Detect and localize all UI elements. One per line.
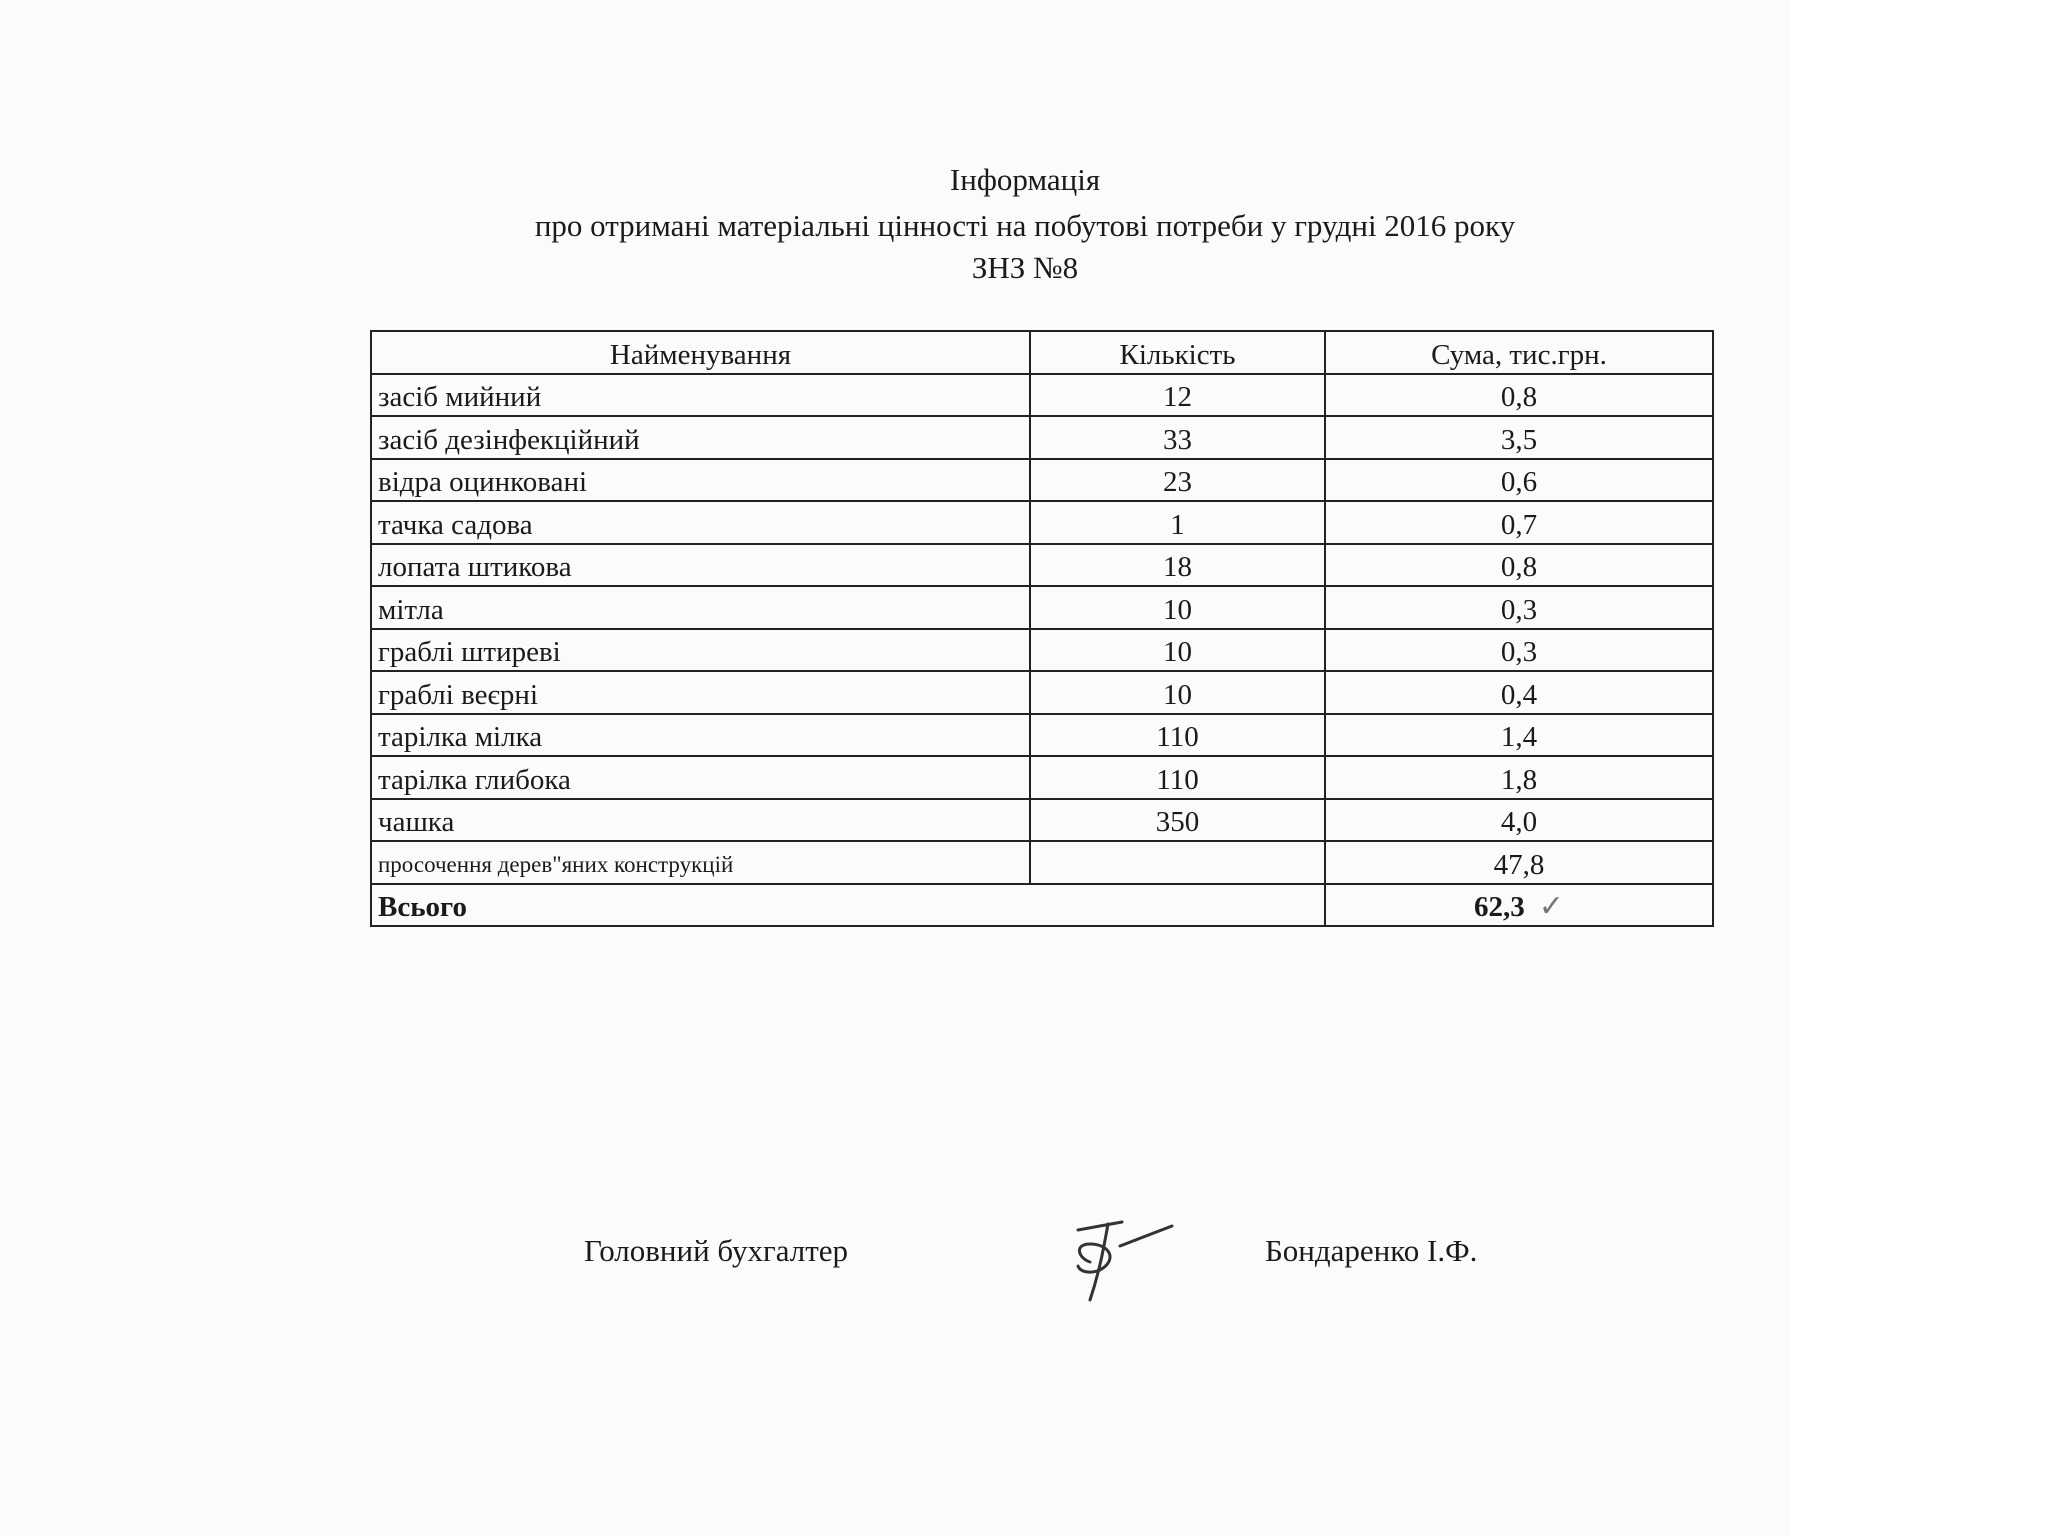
item-sum: 0,3 — [1325, 629, 1713, 672]
item-qty: 12 — [1030, 374, 1325, 417]
table-row — [371, 629, 1713, 672]
item-qty: 18 — [1030, 544, 1325, 587]
item-qty: 1 — [1030, 501, 1325, 544]
table-row — [371, 416, 1713, 459]
item-qty: 33 — [1030, 416, 1325, 459]
table-row — [371, 374, 1713, 417]
table-row — [371, 671, 1713, 714]
item-sum: 0,7 — [1325, 501, 1713, 544]
item-sum: 0,3 — [1325, 586, 1713, 629]
item-name: тарілка мілка — [371, 714, 1030, 757]
item-qty: 23 — [1030, 459, 1325, 502]
item-qty: 10 — [1030, 629, 1325, 672]
table-row — [371, 459, 1713, 502]
table-row — [371, 756, 1713, 799]
signer-name: Бондаренко І.Ф. — [1265, 1233, 1478, 1268]
header-sum: Сума, тис.грн. — [1325, 331, 1713, 374]
item-sum: 0,4 — [1325, 671, 1713, 714]
item-name: засіб мийний — [371, 374, 1030, 417]
item-qty — [1030, 841, 1325, 884]
document-subtitle: про отримані матеріальні цінності на побутові потреби у грудні 2016 року — [534, 208, 1516, 243]
header-qty: Кількість — [1030, 331, 1325, 374]
table-header-row — [371, 331, 1713, 374]
item-name: мітла — [371, 586, 1030, 629]
total-sum-cell — [1325, 884, 1713, 927]
item-name: засіб дезінфекційний — [371, 416, 1030, 459]
item-sum: 1,8 — [1325, 756, 1713, 799]
signer-position: Головний бухгалтер — [584, 1233, 849, 1268]
total-label: Всього — [371, 884, 1325, 927]
table-row — [371, 501, 1713, 544]
total-sum: 62,3 — [1474, 891, 1525, 923]
item-qty: 110 — [1030, 714, 1325, 757]
total-row — [371, 884, 1713, 927]
item-name: тачка садова — [371, 501, 1030, 544]
item-qty: 350 — [1030, 799, 1325, 842]
document-title: Інформація — [949, 162, 1101, 197]
item-name: відра оцинковані — [371, 459, 1030, 502]
table-row — [371, 841, 1713, 884]
header-name: Найменування — [371, 331, 1030, 374]
table-row — [371, 714, 1713, 757]
item-name: чашка — [371, 799, 1030, 842]
item-sum: 0,8 — [1325, 374, 1713, 417]
item-sum: 47,8 — [1325, 841, 1713, 884]
checkmark-icon: ✓ — [1538, 889, 1564, 924]
item-sum: 3,5 — [1325, 416, 1713, 459]
document-school: ЗНЗ №8 — [971, 250, 1079, 285]
item-name: просочення дерев"яних конструкцій — [371, 841, 1030, 884]
item-qty: 10 — [1030, 586, 1325, 629]
handwritten-signature — [1060, 1200, 1190, 1310]
item-name: граблі штиреві — [371, 629, 1030, 672]
table-row — [371, 586, 1713, 629]
item-name: тарілка глибока — [371, 756, 1030, 799]
item-qty: 110 — [1030, 756, 1325, 799]
item-sum: 1,4 — [1325, 714, 1713, 757]
item-sum: 0,8 — [1325, 544, 1713, 587]
item-qty: 10 — [1030, 671, 1325, 714]
item-sum: 4,0 — [1325, 799, 1713, 842]
materials-table — [370, 330, 1714, 927]
table-row — [371, 799, 1713, 842]
item-name: граблі веєрні — [371, 671, 1030, 714]
item-name: лопата штикова — [371, 544, 1030, 587]
item-sum: 0,6 — [1325, 459, 1713, 502]
table-row — [371, 544, 1713, 587]
